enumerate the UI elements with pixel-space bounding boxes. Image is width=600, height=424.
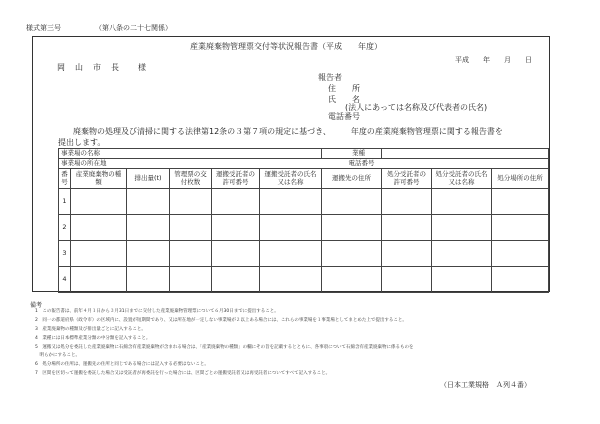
table-row xyxy=(59,241,549,267)
table-cell xyxy=(260,215,322,241)
table-cell xyxy=(382,189,432,215)
note-item: 5 運搬又は処分を委託した産業廃棄物に石綿含有産業廃棄物が含まれる場合は、「産業廃棄物の種類」の欄にその旨を記載するとともに、各事項について石綿含有産業廃棄物に係るものを xyxy=(35,345,414,350)
table-cell xyxy=(432,215,492,241)
table-cell xyxy=(127,241,170,267)
addressee: 岡 山 市 長 様 xyxy=(57,63,147,72)
table-cell xyxy=(212,215,260,241)
header-emission-amount: 排出量(t) xyxy=(127,169,170,189)
row-number: 2 xyxy=(59,215,71,241)
note-item: 明らかにすること。 xyxy=(35,353,80,358)
report-table xyxy=(58,148,549,293)
row-number: 3 xyxy=(59,241,71,267)
table-cell xyxy=(127,189,170,215)
note-item: 3 産業廃棄物の種類及び排出量ごとに記入すること。 xyxy=(35,327,146,332)
site-name-row xyxy=(59,149,549,159)
industry-value-cell xyxy=(382,149,549,159)
table-cell xyxy=(432,241,492,267)
table-cell xyxy=(212,267,260,293)
body-text-line2: 提出します。 xyxy=(58,138,106,147)
table-cell xyxy=(170,267,212,293)
table-cell xyxy=(170,189,212,215)
standard-label: （日本工業規格 Ａ列４番） xyxy=(440,381,531,389)
header-number: 番号 xyxy=(59,169,71,189)
table-cell xyxy=(322,267,382,293)
table-cell xyxy=(212,241,260,267)
table-cell xyxy=(322,241,382,267)
table-cell xyxy=(71,189,127,215)
table-cell xyxy=(170,241,212,267)
table-cell xyxy=(432,189,492,215)
site-location-row xyxy=(59,159,549,169)
table-cell xyxy=(260,267,322,293)
site-location-label: 事業場の所在地 xyxy=(61,158,107,167)
table-cell xyxy=(260,241,322,267)
note-item: 7 区間を区切って運搬を委託した場合又は受託者が再委託を行った場合には、区間ごとの運搬受託者又は再受託者についてすべて記入すること。 xyxy=(35,371,331,376)
header-manifest-count: 管理票の交付枚数 xyxy=(170,169,212,189)
site-name-cell xyxy=(59,149,322,159)
header-transport-contractor: 運搬受託者の氏名又は名称 xyxy=(260,169,322,189)
reporter-phone-label: 電話番号 xyxy=(328,112,360,121)
note-item: 2 同一の都道府県（政令市）の区域内に、設置が短期間であり、又は所在地が一定しない事業場が２以上ある場合には、これらの事業場を１事業場としてまとめた上で提出すること。 xyxy=(35,318,407,323)
table-cell xyxy=(127,215,170,241)
site-location-cell xyxy=(59,159,549,169)
site-name-label: 事業場の名称 xyxy=(61,148,100,157)
header-disposal-permit: 処分受託者の許可番号 xyxy=(382,169,432,189)
header-waste-type: 産業廃棄物の種類 xyxy=(71,169,127,189)
reporter-name-note: (法人にあっては名称及び代表者の氏名) xyxy=(345,103,488,112)
table-row xyxy=(59,215,549,241)
table-cell xyxy=(71,215,127,241)
table-cell xyxy=(71,267,127,293)
table-cell xyxy=(492,267,549,293)
form-title: 産業廃棄物管理票交付等状況報告書（平成 年度） xyxy=(190,42,382,51)
header-disposal-location: 処分場所の住所 xyxy=(492,169,549,189)
date-line: 平成 年 月 日 xyxy=(455,56,532,64)
table-cell xyxy=(212,189,260,215)
body-text-line1: 廃棄物の処理及び清掃に関する法律第12条の３第７項の規定に基づき、 年度の産業廃棄物管理票に関する報告書を xyxy=(73,127,503,136)
reporter-address-label: 住 所 xyxy=(328,84,360,93)
industry-label: 業種 xyxy=(352,148,366,157)
table-cell xyxy=(492,241,549,267)
reporter-heading: 報告者 xyxy=(318,73,342,82)
note-item: 1 この報告書は、前年４月１日から３月31日までに交付した産業廃棄物管理票について６月30日までに提出すること。 xyxy=(35,309,279,314)
table-cell xyxy=(492,189,549,215)
notes-heading: 備考 xyxy=(30,302,43,309)
form-number: 様式第三号 xyxy=(26,24,61,32)
table-cell xyxy=(322,215,382,241)
note-item: 4 業種には日本標準産業分類の中分類を記入すること。 xyxy=(35,336,151,341)
header-disposal-contractor: 処分受託者の氏名又は名称 xyxy=(432,169,492,189)
table-cell xyxy=(382,215,432,241)
table-cell xyxy=(492,215,549,241)
table-header-row xyxy=(59,169,549,189)
reporter-name-label: 氏 名 xyxy=(328,95,360,104)
site-phone-label: 電話番号 xyxy=(348,158,375,167)
table-cell xyxy=(322,189,382,215)
table-cell xyxy=(382,267,432,293)
table-cell xyxy=(382,241,432,267)
header-transport-permit: 運搬受託者の許可番号 xyxy=(212,169,260,189)
table-row xyxy=(59,189,549,215)
note-item: 6 処分場所の住所は、運搬先の住所と同じである場合には記入する必要はないこと。 xyxy=(35,362,209,367)
table-cell xyxy=(432,267,492,293)
table-cell xyxy=(71,241,127,267)
row-number: 1 xyxy=(59,189,71,215)
regulation-ref: （第八条の二十七関係） xyxy=(95,24,172,32)
header-transport-destination: 運搬先の住所 xyxy=(322,169,382,189)
row-number: 4 xyxy=(59,267,71,293)
table-row xyxy=(59,267,549,293)
table-cell xyxy=(170,215,212,241)
industry-cell xyxy=(322,149,382,159)
table-cell xyxy=(260,189,322,215)
table-cell xyxy=(127,267,170,293)
